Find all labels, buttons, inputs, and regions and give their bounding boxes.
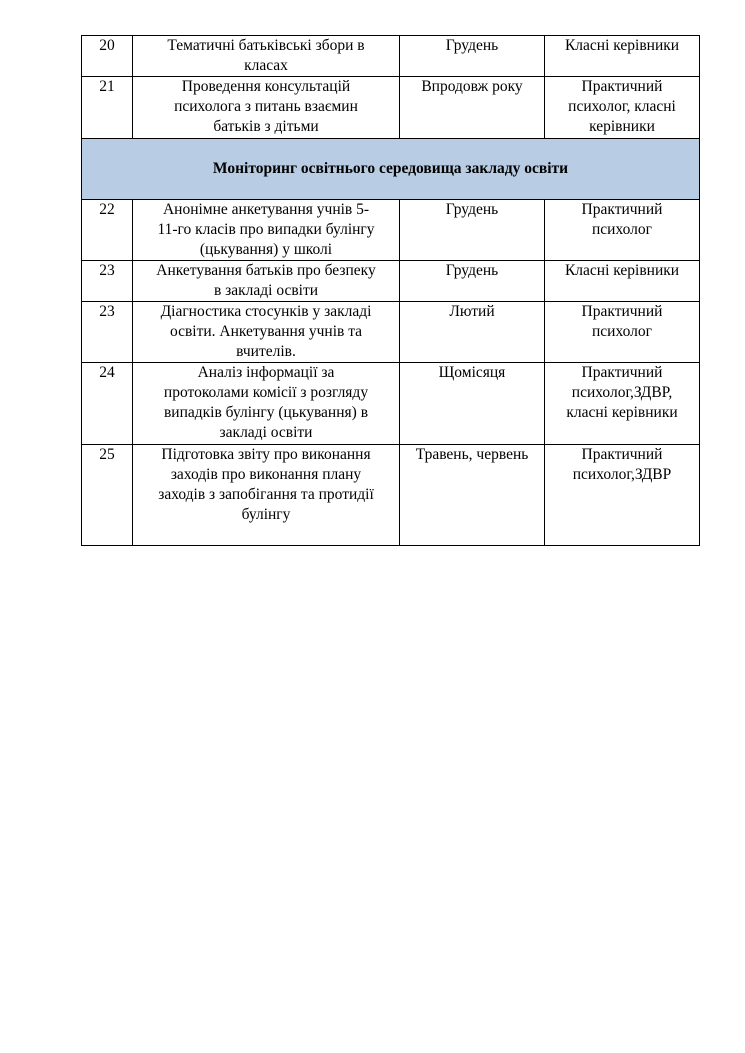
- table-row: [82, 36, 700, 77]
- term-cell: Лютий: [400, 302, 545, 363]
- term-cell: Травень, червень: [400, 445, 545, 546]
- row-number: 25: [82, 445, 133, 546]
- responsible-cell: Класні керівники: [545, 36, 700, 77]
- activity-cell: Анонімне анкетування учнів 5- 11-го класів про випадки булінгу (цькування) у школі: [133, 200, 400, 261]
- activity-cell: Діагностика стосунків у закладі освіти. Анкетування учнів та вчителів.: [133, 302, 400, 363]
- row-number: 23: [82, 302, 133, 363]
- section-header-row: [82, 139, 700, 200]
- activity-cell: Тематичні батьківські збори в класах: [133, 36, 400, 77]
- activity-table: [81, 35, 700, 546]
- activity-cell: Проведення консультацій психолога з питань взаємин батьків з дітьми: [133, 77, 400, 139]
- activity-cell: Підготовка звіту про виконання заходів про виконання плану заходів з запобігання та протидії булінгу: [133, 445, 400, 546]
- row-number: 24: [82, 363, 133, 445]
- responsible-cell: Практичний психолог,ЗДВР: [545, 445, 700, 546]
- row-number: 22: [82, 200, 133, 261]
- responsible-cell: Практичний психолог,ЗДВР, класні керівники: [545, 363, 700, 445]
- table-row: [82, 445, 700, 546]
- term-cell: Грудень: [400, 36, 545, 77]
- responsible-cell: Практичний психолог: [545, 200, 700, 261]
- table-row: [82, 363, 700, 445]
- table-body-before: [82, 36, 700, 200]
- section-title: Моніторинг освітнього середовища закладу освіти: [82, 139, 700, 200]
- responsible-cell: Класні керівники: [545, 261, 700, 302]
- row-number: 23: [82, 261, 133, 302]
- responsible-cell: Практичний психолог, класні керівники: [545, 77, 700, 139]
- activity-cell: Анкетування батьків про безпеку в закладі освіти: [133, 261, 400, 302]
- activity-cell: Аналіз інформації за протоколами комісії з розгляду випадків булінгу (цькування) в закладі освіти: [133, 363, 400, 445]
- table-row: [82, 261, 700, 302]
- row-number: 20: [82, 36, 133, 77]
- table-row: [82, 302, 700, 363]
- term-cell: Грудень: [400, 261, 545, 302]
- table-row: [82, 200, 700, 261]
- responsible-cell: Практичний психолог: [545, 302, 700, 363]
- term-cell: Впродовж року: [400, 77, 545, 139]
- term-cell: Грудень: [400, 200, 545, 261]
- table-body-after: [82, 200, 700, 546]
- row-number: 21: [82, 77, 133, 139]
- term-cell: Щомісяця: [400, 363, 545, 445]
- table-row: [82, 77, 700, 139]
